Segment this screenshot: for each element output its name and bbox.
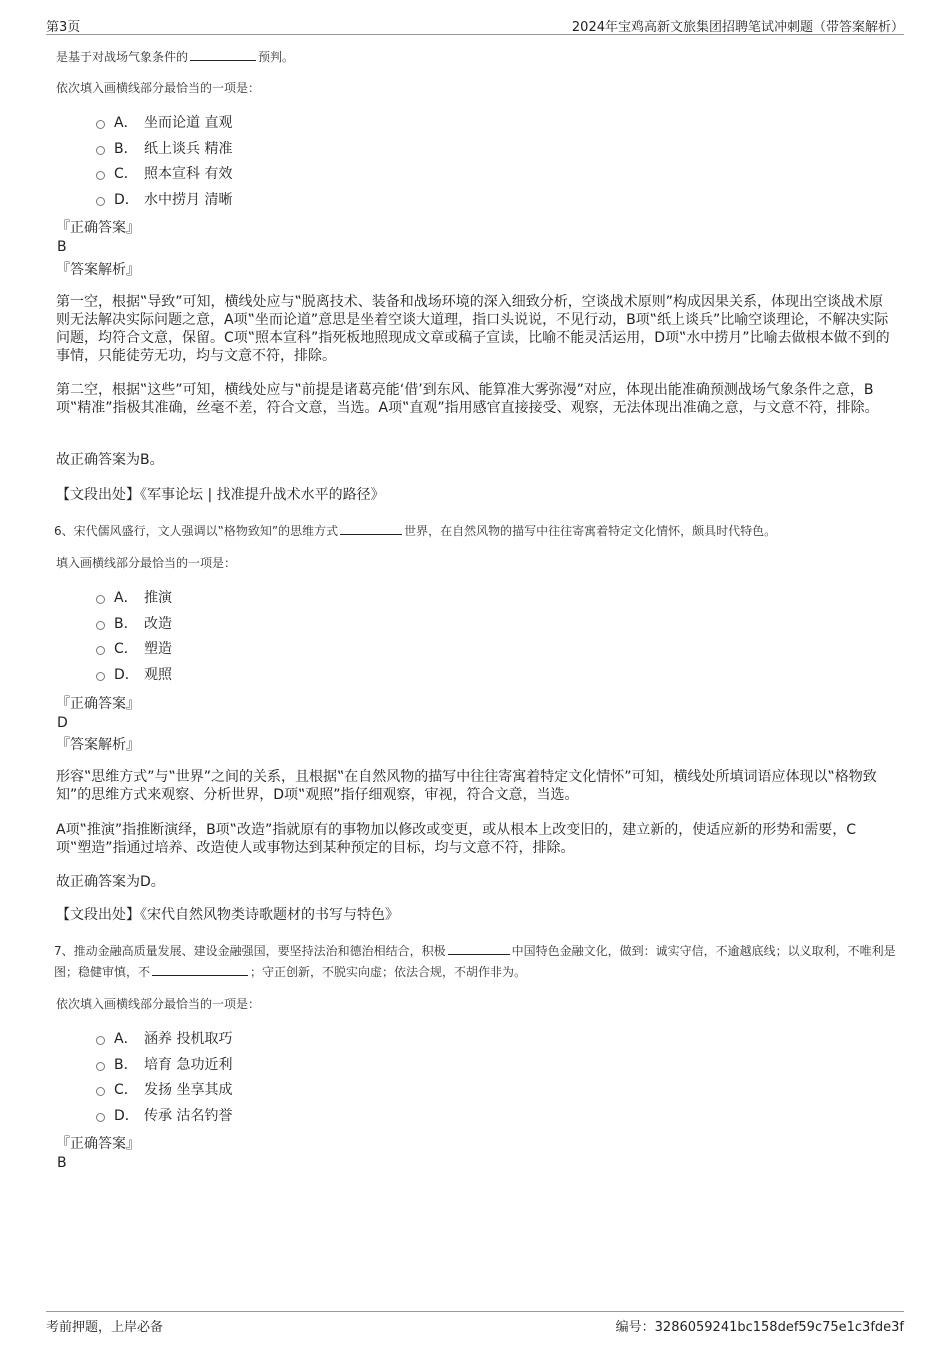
q5-conclusion: 故正确答案为B。: [56, 452, 164, 468]
q6-option-d[interactable]: [56, 663, 456, 689]
q7-answer-label: 『正确答案』: [56, 1136, 140, 1152]
option-letter: D．: [114, 666, 139, 683]
page-header: [46, 14, 904, 35]
option-text: 改造: [144, 615, 172, 632]
radio-button-icon[interactable]: [96, 120, 105, 129]
option-text: 推演: [144, 590, 172, 606]
q6-analysis-label: 『答案解析』: [56, 737, 140, 753]
option-letter: A．: [114, 115, 138, 131]
option-text: 水中捞月 清晰: [144, 191, 233, 208]
option-text: 涵养 投机取巧: [144, 1031, 233, 1047]
radio-button-icon[interactable]: [96, 171, 105, 180]
option-text: 培育 急功近利: [144, 1056, 233, 1073]
radio-button-icon[interactable]: [96, 197, 105, 206]
q6-analysis-paragraph-2: A项‟推演”指推断演绎，B项‟改造”指就原有的事物加以修改或变更，或从根本上改变旧的，建立新的，使适应新的形势和需要，C项‟塑造”指通过培养、改造使人或事物达到某种预定的目标，均与文意不符，排除。: [56, 822, 856, 856]
q5-stem-end: [56, 46, 294, 67]
option-text: 塑造: [144, 641, 172, 658]
document-title: 2024年宝鸡高新文旅集团招聘笔试冲刺题（带答案解析）: [571, 20, 904, 35]
option-text: 坐而论道 直观: [144, 115, 233, 131]
q5-analysis-paragraph-1: 第一空，根据‟导致”可知，横线处应与‟脱离技术、装备和战场环境的深入细致分析，空谈战术原则”构成因果关系，体现出空谈战术原则无法解决实际问题之意，A项‟坐而论道”意思是坐着空谈大道理，指口头说说，不见行动，B项‟纸上谈兵”比喻空谈理论，不解决实际问题，均符合文意，保留。C项‟照本宣科”指死板地照现成文章或稿子宣读，比喻不能灵活运用，D项‟水中捞月”比喻去做根本做不到的事情，只能徒劳无功，均与文意不符，排除。: [56, 294, 890, 364]
q7-stem-text: 7、推动金融高质量发展、建设金融强国，要坚持法治和德治相结合，积极: [54, 944, 446, 958]
q5-options: [56, 111, 456, 213]
page-footer: [46, 1311, 904, 1335]
option-letter: A．: [114, 1031, 138, 1047]
q7-blank-2: [152, 961, 248, 976]
option-letter: B．: [114, 1056, 138, 1073]
option-letter: C．: [114, 1082, 138, 1099]
q5-answer-label: 『正确答案』: [56, 220, 140, 236]
option-text: 观照: [144, 666, 172, 683]
q6-analysis-paragraph-1: 形容‟思维方式”与‟世界”之间的关系，且根据‟在自然风物的描写中往往寄寓着特定文化情怀”可知，横线处所填词语应体现以‟格物致知”的思维方式来观察、分析世界，D项‟观照”指仔细观察，审视，符合文意，当选。: [56, 769, 877, 803]
radio-button-icon[interactable]: [96, 646, 105, 655]
option-letter: B．: [114, 140, 138, 157]
q6-option-c[interactable]: [56, 637, 456, 663]
q5-instruction: 依次填入画横线部分最恰当的一项是：: [56, 81, 261, 95]
radio-button-icon[interactable]: [96, 1062, 105, 1071]
q6-stem-text-post: 世界，在自然风物的描写中往往寄寓着特定文化情怀，颇具时代特色。: [404, 524, 777, 538]
q5-option-d[interactable]: [56, 188, 456, 214]
q5-blank: [190, 46, 256, 61]
option-letter: A．: [114, 590, 138, 606]
option-text: 传承 沽名钓誉: [144, 1107, 233, 1124]
q6-stem: [54, 520, 896, 541]
q6-answer-label: 『正确答案』: [56, 696, 140, 712]
q5-stem-text: 是基于对战场气象条件的: [56, 50, 189, 64]
q7-option-b[interactable]: [56, 1053, 456, 1079]
document-id: 编号：3286059241bc158def59c75e1c3fde3f: [615, 1320, 904, 1335]
q6-conclusion: 故正确答案为D。: [56, 874, 165, 890]
q5-analysis-paragraph-2: 第二空，根据‟这些”可知，横线处应与‟前提是诸葛亮能‘借’到东风、能算准大雾弥漫”对应，体现出能准确预测战场气象条件之意，B项‟精准”指极其准确，丝毫不差，符合文意，当选。A项‟直观”指用感官直接接受、观察，无法体现出准确之意，与文意不符，排除。: [56, 382, 879, 416]
q5-stem-text-post: 预判。: [258, 50, 295, 64]
q5-answer: B: [57, 239, 67, 255]
option-letter: D．: [114, 191, 139, 208]
q7-stem-text-post: ；守正创新，不脱实向虚；依法合规，不胡作非为。: [250, 965, 527, 979]
option-letter: B．: [114, 615, 138, 632]
radio-button-icon[interactable]: [96, 595, 105, 604]
q6-blank: [340, 520, 402, 535]
q5-source: 【文段出处】《军事论坛 | 找准提升战术水平的路径》: [56, 487, 385, 503]
radio-button-icon[interactable]: [96, 1113, 105, 1122]
q7-options: [56, 1027, 456, 1129]
q7-instruction: 依次填入画横线部分最恰当的一项是：: [56, 997, 261, 1011]
q6-option-b[interactable]: [56, 612, 456, 638]
radio-button-icon[interactable]: [96, 621, 105, 630]
option-letter: D．: [114, 1107, 139, 1124]
radio-button-icon[interactable]: [96, 672, 105, 681]
option-letter: C．: [114, 166, 138, 183]
q6-option-a[interactable]: [56, 586, 456, 612]
q6-stem-text: 6、宋代儒风盛行，文人强调以‟格物致知”的思维方式: [54, 524, 339, 538]
footer-slogan: 考前押题，上岸必备: [46, 1320, 164, 1335]
q7-option-d[interactable]: [56, 1104, 456, 1130]
option-letter: C．: [114, 641, 138, 658]
q7-option-c[interactable]: [56, 1078, 456, 1104]
option-text: 发扬 坐享其成: [144, 1082, 233, 1099]
q6-instruction: 填入画横线部分最恰当的一项是：: [56, 556, 237, 570]
option-text: 纸上谈兵 精准: [144, 140, 233, 157]
q6-options: [56, 586, 456, 688]
q7-stem: [54, 940, 896, 982]
q6-source: 【文段出处】《宋代自然风物类诗歌题材的书写与特色》: [56, 907, 399, 923]
q7-option-a[interactable]: [56, 1027, 456, 1053]
page-number: 第3页: [46, 20, 81, 35]
q7-blank-1: [448, 940, 510, 955]
radio-button-icon[interactable]: [96, 1036, 105, 1045]
radio-button-icon[interactable]: [96, 146, 105, 155]
q5-option-a[interactable]: [56, 111, 456, 137]
q5-analysis-label: 『答案解析』: [56, 262, 140, 278]
q7-stem-text-mid: 中国特色金融文化，做到：诚实守信，不逾越底线；以义取利，不唯利是图；稳健审慎，不: [54, 944, 896, 979]
radio-button-icon[interactable]: [96, 1087, 105, 1096]
q7-answer: B: [57, 1155, 67, 1171]
q6-answer: D: [57, 715, 68, 731]
option-text: 照本宣科 有效: [144, 166, 233, 183]
q5-option-b[interactable]: [56, 137, 456, 163]
q5-option-c[interactable]: [56, 162, 456, 188]
